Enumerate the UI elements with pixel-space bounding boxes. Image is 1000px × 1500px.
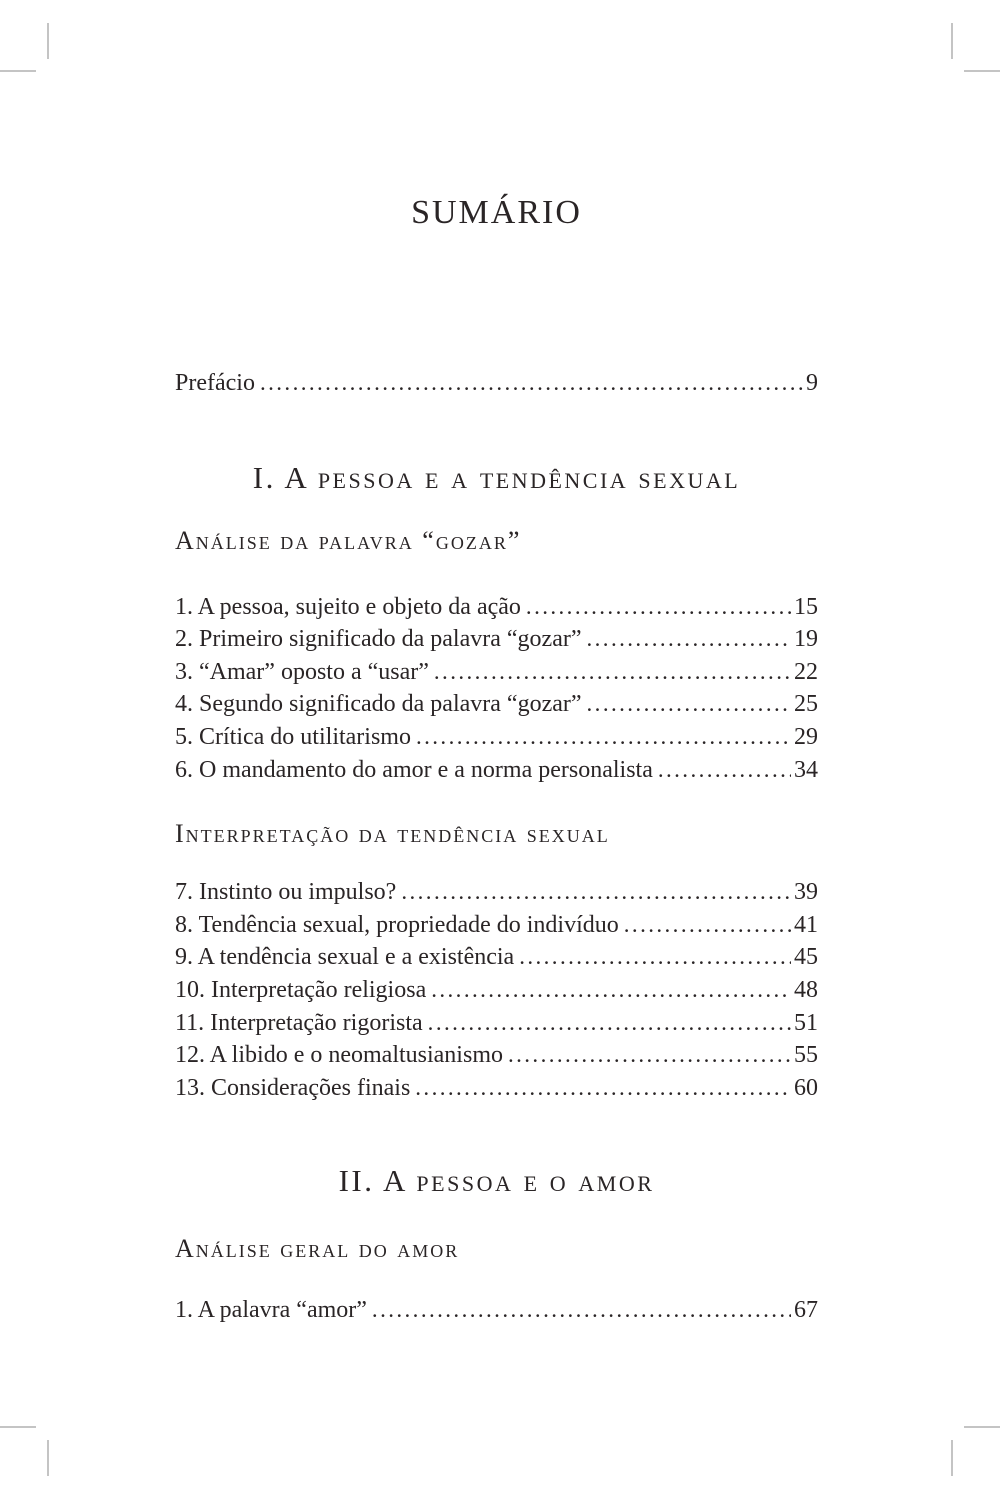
crop-mark-top-left-vertical	[47, 23, 49, 59]
toc-entry-label: 1. A pessoa, sujeito e objeto da ação	[175, 593, 521, 620]
toc-list	[175, 1294, 818, 1327]
dot-leader	[431, 974, 791, 1007]
toc-entry-page: 39	[794, 879, 818, 906]
dot-leader	[415, 1072, 791, 1105]
toc-entry[interactable]	[175, 941, 818, 974]
dot-leader	[416, 721, 791, 754]
subsection-heading-1b: Interpretação da tendência sexual	[175, 819, 610, 849]
toc-entry-page: 22	[794, 658, 818, 685]
toc-entry-label: 11. Interpretação rigorista	[175, 1009, 423, 1036]
toc-entry-page: 19	[794, 626, 818, 653]
crop-mark-bottom-left-vertical	[47, 1440, 49, 1476]
toc-entry-label: 7. Instinto ou impulso?	[175, 879, 397, 906]
toc-entry-page: 67	[794, 1297, 818, 1324]
subsection-heading-1a: Análise da palavra “gozar”	[175, 525, 522, 555]
toc-entry[interactable]	[175, 1039, 818, 1072]
toc-entry-page: 45	[794, 944, 818, 971]
toc-entry[interactable]	[175, 721, 818, 754]
toc-entry-label: 9. A tendência sexual e a existência	[175, 944, 515, 971]
toc-entry[interactable]	[175, 754, 818, 787]
part-heading-2: II. A pessoa e o amor	[338, 1163, 655, 1199]
dot-leader	[401, 876, 791, 909]
toc-list	[175, 591, 818, 787]
toc-entry[interactable]	[175, 1072, 818, 1105]
page-title: SUMÁRIO	[411, 194, 582, 231]
toc-entry[interactable]	[175, 1294, 818, 1327]
crop-mark-bottom-left-horizontal	[0, 1426, 36, 1428]
toc-entry-label: 12. A libido e o neomaltusianismo	[175, 1042, 503, 1069]
toc-entry-label: 1. A palavra “amor”	[175, 1297, 367, 1324]
toc-entry-label: 5. Crítica do utilitarismo	[175, 723, 411, 750]
toc-entry-label: 2. Primeiro significado da palavra “gozar”	[175, 626, 582, 653]
toc-entry[interactable]	[175, 656, 818, 689]
toc-entry[interactable]	[175, 688, 818, 721]
dot-leader	[658, 754, 791, 787]
toc-entry[interactable]	[175, 591, 818, 624]
dot-leader	[508, 1039, 791, 1072]
toc-entry-page: 9	[806, 370, 818, 396]
crop-mark-top-left-horizontal	[0, 70, 36, 72]
toc-entry-page: 55	[794, 1042, 818, 1069]
toc-entry-page: 15	[794, 593, 818, 620]
dot-leader	[434, 656, 791, 689]
dot-leader	[372, 1294, 791, 1327]
part-heading-1: I. A pessoa e a tendência sexual	[252, 459, 741, 495]
toc-entry-label: 6. O mandamento do amor e a norma personalista	[175, 756, 653, 783]
toc-entry[interactable]	[175, 974, 818, 1007]
toc-entry-page: 34	[794, 756, 818, 783]
dot-leader	[260, 367, 803, 400]
toc-entry-label: 8. Tendência sexual, propriedade do indivíduo	[175, 911, 619, 938]
toc-entry-label: 3. “Amar” oposto a “usar”	[175, 658, 429, 685]
dot-leader	[428, 1007, 791, 1040]
toc-entry[interactable]	[175, 1007, 818, 1040]
toc-entry-page: 29	[794, 723, 818, 750]
dot-leader	[526, 591, 791, 624]
toc-entry-label: 4. Segundo significado da palavra “gozar”	[175, 691, 582, 718]
toc-entry-page: 60	[794, 1074, 818, 1101]
crop-mark-top-right-horizontal	[964, 70, 1000, 72]
toc-content	[175, 0, 818, 1327]
crop-mark-bottom-right-horizontal	[964, 1426, 1000, 1428]
crop-mark-top-right-vertical	[951, 23, 953, 59]
toc-entry[interactable]	[175, 909, 818, 942]
toc-entry-prefacio[interactable]	[175, 367, 818, 400]
toc-entry-page: 25	[794, 691, 818, 718]
dot-leader	[587, 623, 792, 656]
toc-entry-page: 51	[794, 1009, 818, 1036]
toc-list	[175, 876, 818, 1104]
toc-entry-page: 41	[794, 911, 818, 938]
subsection-heading-2a: Análise geral do amor	[175, 1234, 460, 1264]
dot-leader	[587, 688, 791, 721]
toc-entry[interactable]	[175, 623, 818, 656]
toc-entry-label: Prefácio	[175, 370, 255, 396]
dot-leader	[519, 941, 791, 974]
crop-mark-bottom-right-vertical	[951, 1440, 953, 1476]
toc-entry-page: 48	[794, 976, 818, 1003]
toc-entry-label: 10. Interpretação religiosa	[175, 976, 427, 1003]
toc-entry[interactable]	[175, 876, 818, 909]
toc-entry-label: 13. Considerações finais	[175, 1074, 411, 1101]
dot-leader	[624, 909, 791, 942]
